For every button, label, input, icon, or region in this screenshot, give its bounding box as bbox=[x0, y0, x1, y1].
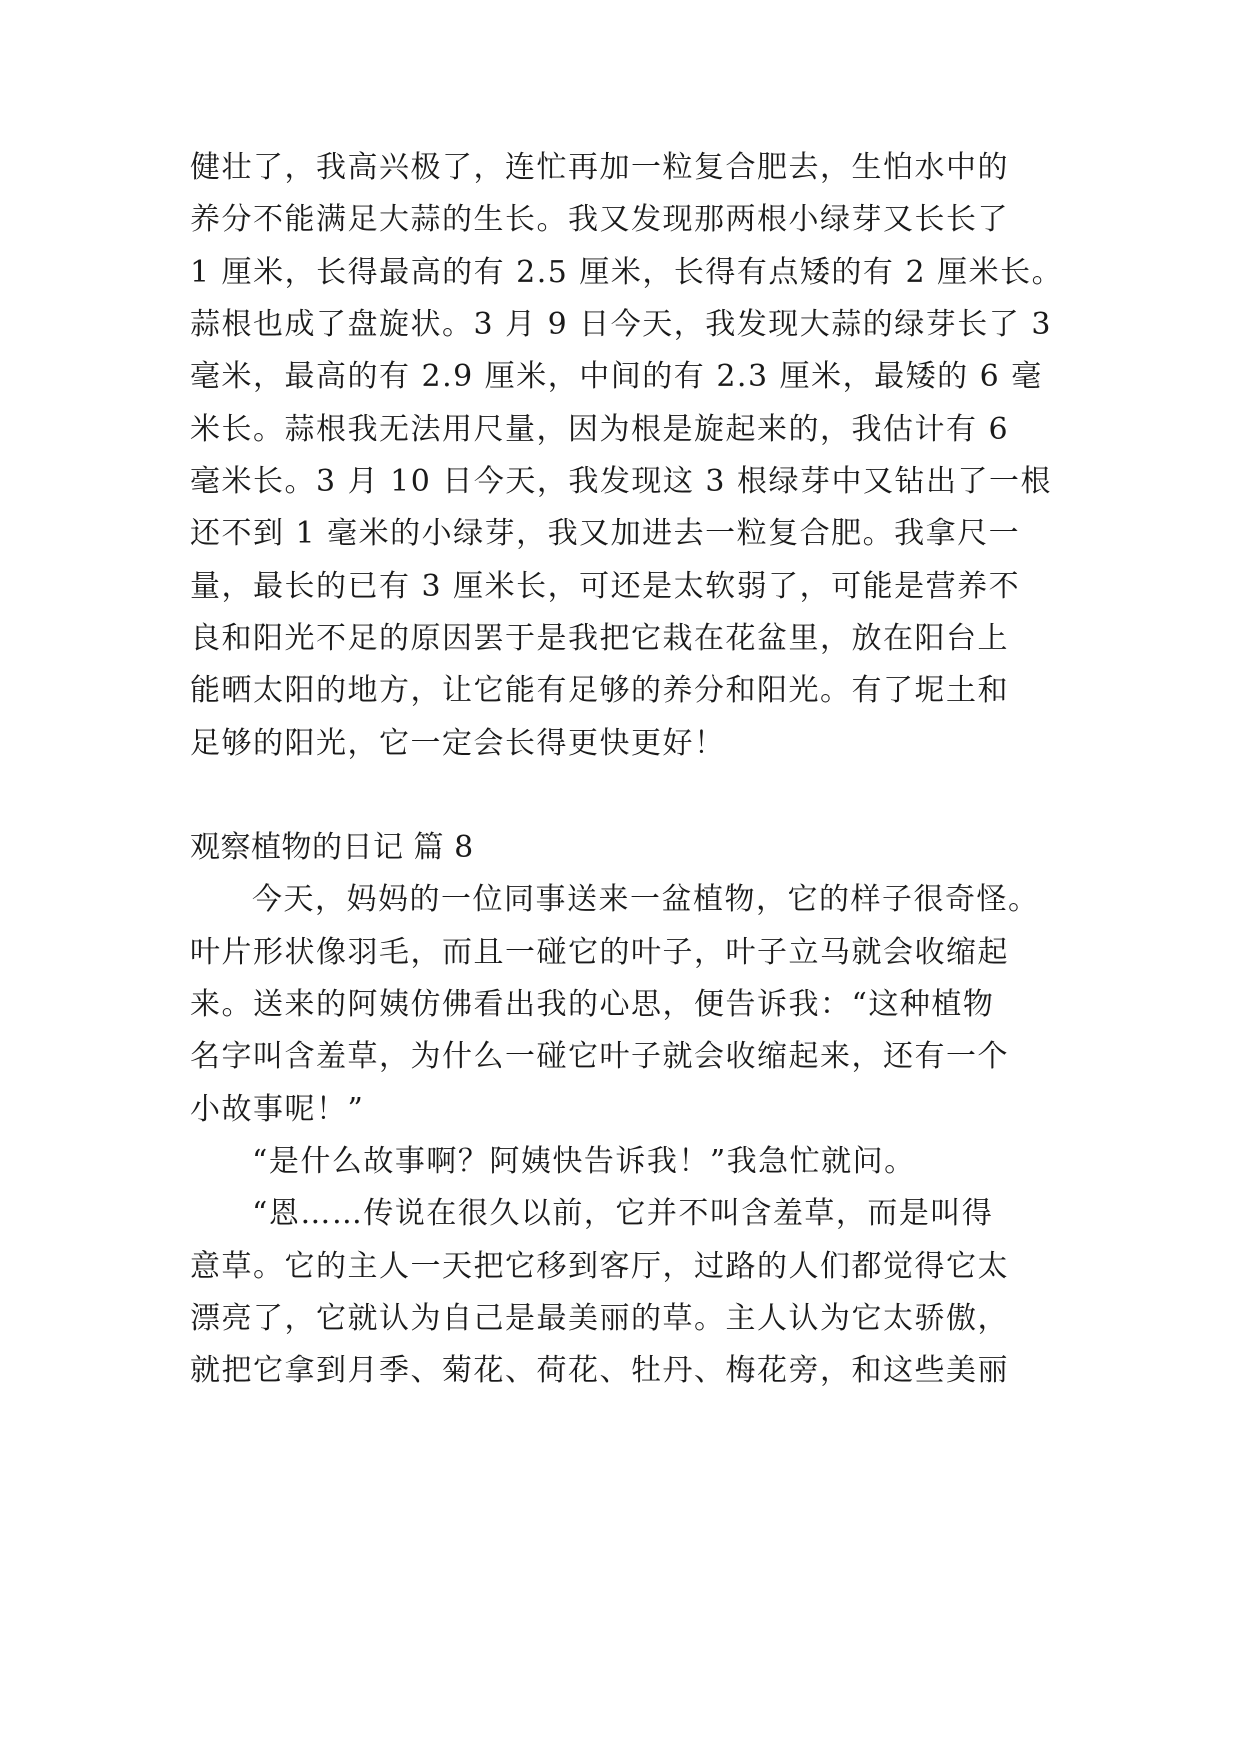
text-line: “恩……传说在很久以前，它并不叫含羞草，而是叫得 bbox=[252, 1196, 994, 1231]
text-line: 足够的阳光，它一定会长得更快更好！ bbox=[190, 726, 726, 761]
text-line: 米长。蒜根我无法用尺量，因为根是旋起来的，我估计有 6 bbox=[190, 412, 1010, 447]
text-line: 漂亮了，它就认为自己是最美丽的草。主人认为它太骄傲， bbox=[190, 1301, 1009, 1336]
text-line: 养分不能满足大蒜的生长。我又发现那两根小绿芽又长长了 bbox=[190, 202, 1009, 237]
text-line: 就把它拿到月季、菊花、荷花、牡丹、梅花旁，和这些美丽 bbox=[190, 1353, 1009, 1388]
text-line: 小故事呢！” bbox=[190, 1092, 365, 1127]
text-line: 健壮了，我高兴极了，连忙再加一粒复合肥去，生怕水中的 bbox=[190, 150, 1009, 185]
text-line: 毫米，最高的有 2.9 厘米，中间的有 2.3 厘米，最矮的 6 毫 bbox=[190, 359, 1043, 394]
text-line: 今天，妈妈的一位同事送来一盆植物，它的样子很奇怪。 bbox=[252, 882, 1040, 917]
text-line: 意草。它的主人一天把它移到客厅，过路的人们都觉得它太 bbox=[190, 1249, 1009, 1284]
text-line: 叶片形状像羽毛，而且一碰它的叶子，叶子立马就会收缩起 bbox=[190, 935, 1009, 970]
text-line: 1 厘米，长得最高的有 2.5 厘米，长得有点矮的有 2 厘米长。 bbox=[190, 255, 1064, 290]
text-line: “是什么故事啊？阿姨快告诉我！”我急忙就问。 bbox=[252, 1144, 916, 1179]
text-line: 还不到 1 毫米的小绿芽，我又加进去一粒复合肥。我拿尺一 bbox=[190, 516, 1021, 551]
text-line: 能晒太阳的地方，让它能有足够的养分和阳光。有了坭土和 bbox=[190, 673, 1009, 708]
text-line: 名字叫含羞草，为什么一碰它叶子就会收缩起来，还有一个 bbox=[190, 1039, 1009, 1074]
text-line: 来。送来的阿姨仿佛看出我的心思，便告诉我：“这种植物 bbox=[190, 987, 995, 1022]
text-line: 良和阳光不足的原因罢于是我把它栽在花盆里，放在阳台上 bbox=[190, 621, 1009, 656]
text-line: 量，最长的已有 3 厘米长，可还是太软弱了，可能是营养不 bbox=[190, 569, 1021, 604]
text-line: 毫米长。3 月 10 日今天，我发现这 3 根绿芽中又钻出了一根 bbox=[190, 464, 1053, 499]
text-line: 蒜根也成了盘旋状。3 月 9 日今天，我发现大蒜的绿芽长了 3 bbox=[190, 307, 1052, 342]
section-heading: 观察植物的日记 篇 8 bbox=[190, 830, 474, 865]
